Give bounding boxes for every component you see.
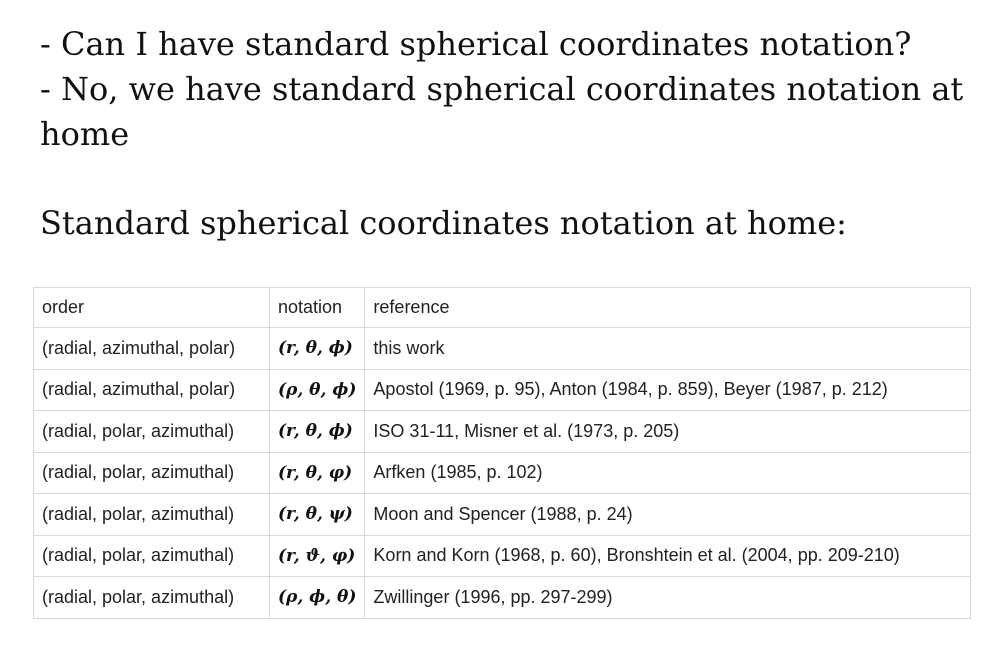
notation-table-wrapper	[33, 287, 971, 619]
table-row	[34, 328, 971, 370]
cell-reference: Moon and Spencer (1988, p. 24)	[365, 494, 971, 536]
cell-order: (radial, polar, azimuthal)	[34, 411, 270, 453]
cell-notation: (r, θ, ϕ)	[270, 328, 365, 370]
table-row	[34, 577, 971, 619]
cell-notation: (ρ, θ, ϕ)	[270, 369, 365, 411]
cell-order: (radial, polar, azimuthal)	[34, 577, 270, 619]
cell-notation: (r, ϑ, φ)	[270, 535, 365, 577]
table-row	[34, 494, 971, 536]
cell-notation: (r, θ, φ)	[270, 452, 365, 494]
cell-reference: this work	[365, 328, 971, 370]
cell-reference: Apostol (1969, p. 95), Anton (1984, p. 859), Beyer (1987, p. 212)	[365, 369, 971, 411]
notation-table	[33, 287, 971, 619]
meme-dialogue	[40, 22, 970, 157]
cell-reference: Korn and Korn (1968, p. 60), Bronshtein et al. (2004, pp. 209-210)	[365, 535, 971, 577]
table-row	[34, 452, 971, 494]
cell-order: (radial, azimuthal, polar)	[34, 328, 270, 370]
table-row	[34, 535, 971, 577]
header-order: order	[34, 288, 270, 328]
table-row	[34, 411, 971, 453]
dialogue-line-question: - Can I have standard spherical coordinates notation?	[40, 25, 912, 63]
cell-reference: Arfken (1985, p. 102)	[365, 452, 971, 494]
header-reference: reference	[365, 288, 971, 328]
header-notation: notation	[270, 288, 365, 328]
cell-notation: (r, θ, ϕ)	[270, 411, 365, 453]
cell-notation: (r, θ, ψ)	[270, 494, 365, 536]
cell-reference: ISO 31-11, Misner et al. (1973, p. 205)	[365, 411, 971, 453]
cell-reference: Zwillinger (1996, pp. 297-299)	[365, 577, 971, 619]
cell-order: (radial, polar, azimuthal)	[34, 535, 270, 577]
dialogue-line-answer: - No, we have standard spherical coordinates notation at home	[40, 70, 964, 153]
cell-order: (radial, polar, azimuthal)	[34, 494, 270, 536]
subtitle: Standard spherical coordinates notation at home:	[40, 204, 847, 242]
table-row	[34, 369, 971, 411]
cell-order: (radial, polar, azimuthal)	[34, 452, 270, 494]
cell-notation: (ρ, ϕ, θ)	[270, 577, 365, 619]
table-header-row	[34, 288, 971, 328]
cell-order: (radial, azimuthal, polar)	[34, 369, 270, 411]
